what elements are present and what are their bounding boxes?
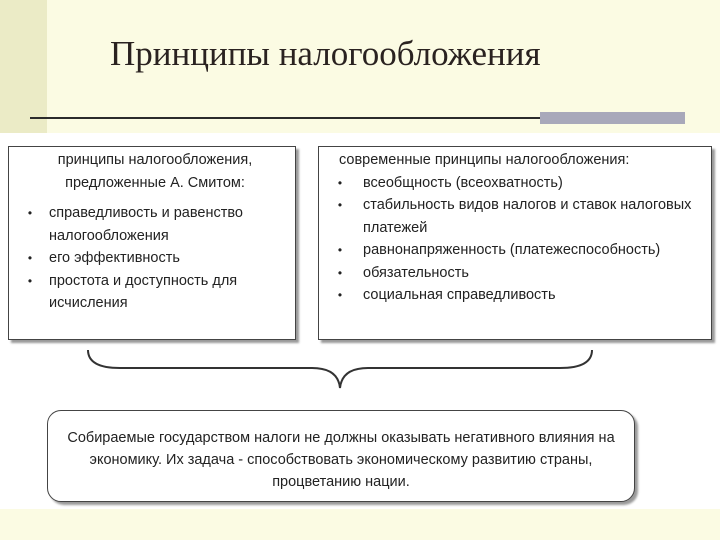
list-item-text: его эффективность [49,250,180,266]
list-item-text: стабильность видов налогов и ставок налоговых платежей [363,197,692,236]
list-item [23,247,287,270]
smith-principles-box [8,146,296,340]
list-item [333,194,705,239]
list-item [333,172,705,195]
bullet-icon: • [337,175,343,190]
list-item-text: обязательность [363,264,469,281]
brace-path [88,350,592,388]
bullet-icon: • [27,251,33,265]
conclusion-box: Собираемые государством налоги не должны оказывать негативного влияния на экономику. Их задача - способствовать экономическому развитию страны, процветанию нации. [47,410,635,502]
bullet-icon: • [337,265,343,280]
modern-list [333,172,705,307]
bullet-icon: • [337,243,343,257]
bullet-icon: • [337,198,343,212]
left-stripe [0,0,47,133]
list-item-text: справедливость и равенство налогообложения [49,205,243,244]
smith-heading-line2: предложенные А. Смитом: [65,174,245,191]
list-item-text: равнонапряженность (платежеспособность) [363,242,661,258]
list-item-text: всеобщность (всеохватность) [363,174,563,191]
accent-bar [540,112,685,124]
list-item-text: простота и доступность для исчисления [49,272,238,311]
smith-heading [23,149,287,194]
list-item [23,270,287,315]
modern-principles-box [318,146,712,340]
list-item [23,202,287,247]
modern-heading: современные принципы налогообложения: [339,152,630,168]
curly-brace-icon [80,346,600,390]
bullet-icon: • [337,288,343,302]
list-item [333,239,705,262]
bullet-icon: • [27,206,33,220]
list-item [333,284,705,307]
smith-heading-line1: принципы налогообложения, [57,152,253,168]
bullet-icon: • [27,273,33,288]
smith-list [23,202,287,315]
list-item-text: социальная справедливость [363,287,556,303]
slide-title: Принципы налогообложения [110,34,541,73]
footer-band [0,509,720,540]
list-item [333,262,705,285]
